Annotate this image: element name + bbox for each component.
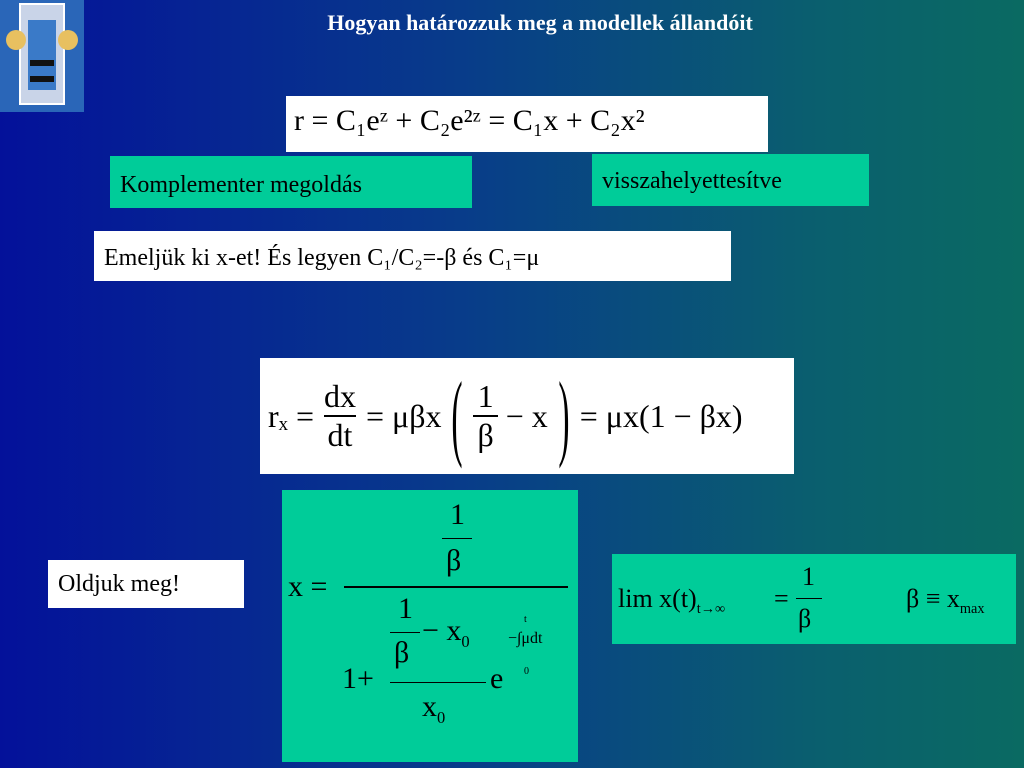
- logo: [0, 0, 84, 112]
- equation-rate: [260, 358, 794, 474]
- label-substituted: visszahelyettesítve: [592, 154, 869, 206]
- label-solve: Oldjuk meg!: [48, 560, 244, 608]
- eq4-beta-def: $\beta \equiv x_{max}$: [906, 584, 985, 618]
- eq3-exponent: −∫μdt: [508, 630, 543, 647]
- eq4-equals: =: [774, 584, 789, 613]
- logo-graphic: [0, 0, 84, 112]
- eq3-x: x =: [288, 570, 328, 603]
- eq3-minus-x0: − $x_0$: [422, 614, 470, 651]
- eq2-derivative: [320, 378, 360, 454]
- eq2-fnum: 1: [477, 378, 494, 414]
- equation-complement: [286, 96, 768, 152]
- eq2-lhs: rₓ =: [268, 397, 314, 434]
- eq2-mid: = μβx: [365, 397, 442, 434]
- eq3-top-bar: [442, 538, 472, 539]
- equation-limit: [612, 554, 1016, 644]
- eq2-rhs: = μx(1 − βx): [579, 397, 743, 434]
- slide-title: Hogyan határozzuk meg a modellek állandóit: [327, 10, 753, 35]
- eq3-inner-bar: [390, 632, 420, 633]
- eq3-int-top: t: [524, 614, 527, 625]
- eq2-den: dt: [324, 415, 357, 454]
- eq3-e: e: [490, 662, 504, 695]
- eq3-inner-den: β: [394, 636, 410, 669]
- eq3-inner-num: 1: [398, 592, 413, 625]
- eq2-paren-open: (: [451, 362, 464, 469]
- eq2-minus: − x: [505, 397, 548, 434]
- eq4-lim: $\lim x(t)_{t\to\infty}$: [618, 584, 726, 618]
- eq2-fden: β: [473, 415, 497, 454]
- eq3-main-bar: [344, 586, 568, 588]
- instruction-text: Emeljük ki x-et! És legyen C₁/C₂=-β és C₁=μ: [94, 231, 731, 281]
- eq3-top-num: 1: [450, 498, 465, 531]
- eq2-fraction: [473, 378, 497, 454]
- equation-solution: [282, 490, 578, 762]
- eq3-top-den: β: [446, 544, 462, 577]
- eq4-num: 1: [802, 562, 815, 591]
- equation-1-text: r = C₁eᶻ + C₂e²ᶻ = C₁x + C₂x²: [294, 104, 645, 137]
- eq2-paren-close: ): [558, 362, 570, 469]
- eq3-exp-bar: [390, 682, 486, 683]
- label-complement: Komplementer megoldás: [110, 156, 472, 208]
- eq3-den-x0: $x_0$: [422, 690, 446, 727]
- eq4-bar: [796, 598, 822, 599]
- eq2-num: dx: [323, 378, 356, 414]
- eq3-one-plus: 1+: [342, 662, 374, 695]
- eq4-den: β: [798, 604, 812, 633]
- eq3-int-bottom: 0: [524, 666, 529, 677]
